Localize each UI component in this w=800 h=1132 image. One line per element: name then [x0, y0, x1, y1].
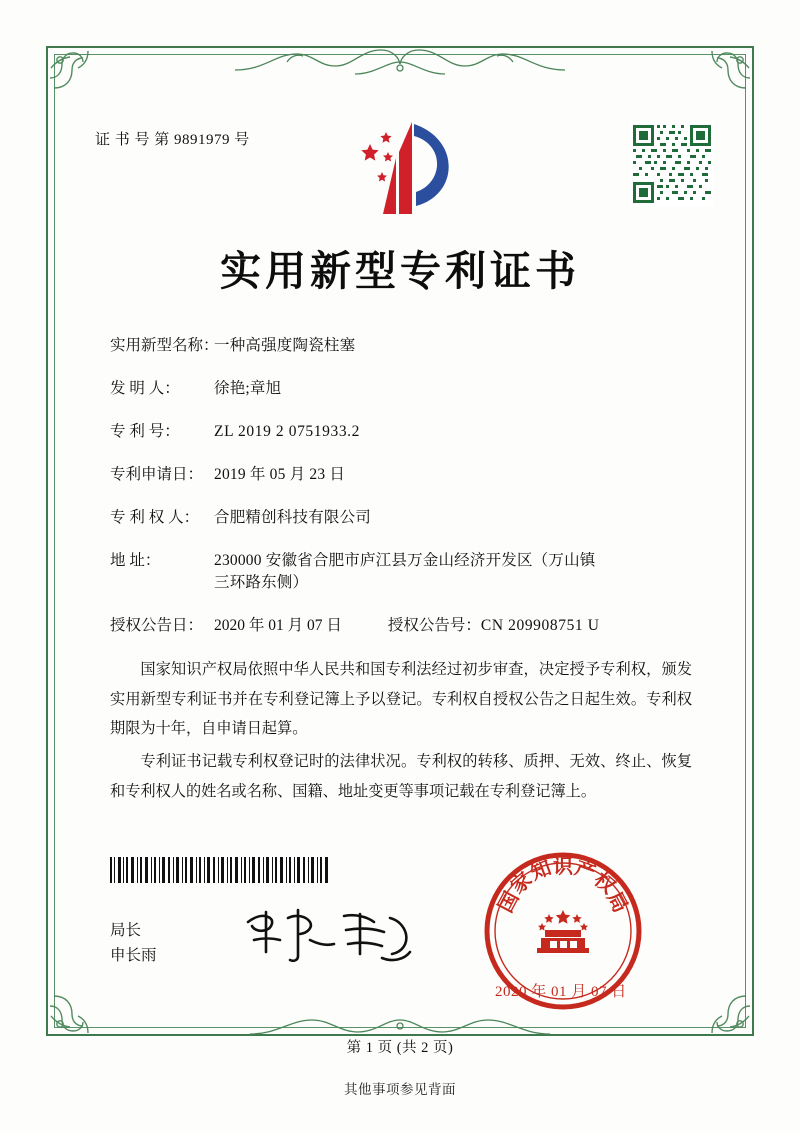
svg-text:产: 产 — [571, 855, 599, 885]
field-list — [110, 335, 700, 658]
field-label: 实用新型名称： — [110, 337, 219, 354]
field-value-announcement-number: CN 209908751 U — [480, 617, 600, 635]
field-value: 2019 年 05 月 23 日 — [214, 465, 346, 483]
field-label: 专 利 权 人： — [110, 508, 200, 526]
document-title: 实用新型专利证书 — [220, 247, 580, 295]
svg-text:识: 识 — [553, 854, 573, 878]
field-row-utility-model-name — [110, 335, 700, 357]
field-value-line1: 230000 安徽省合肥市庐江县万金山经济开发区（万山镇 — [214, 551, 596, 569]
svg-text:知: 知 — [527, 855, 555, 885]
field-value: 徐艳;章旭 — [214, 379, 282, 397]
field-value: 合肥精创科技有限公司 — [214, 508, 372, 526]
page-number: 第 1 页 (共 2 页) — [346, 1040, 454, 1056]
field-value: ZL 2019 2 0751933.2 — [214, 422, 361, 440]
field-label: 专 利 号： — [110, 422, 180, 440]
svg-text:局: 局 — [602, 887, 634, 917]
signature-block — [110, 918, 157, 968]
field-label-announcement-number: 授权公告号： — [387, 617, 481, 635]
svg-text:家: 家 — [505, 867, 537, 899]
signature-role: 局长 — [110, 922, 142, 939]
barcode — [110, 857, 328, 883]
corner-ornament-icon — [696, 980, 752, 1036]
field-value-line2: 三环路东侧） — [214, 574, 309, 592]
field-row-address — [110, 550, 700, 595]
field-row-patentee — [110, 507, 700, 529]
svg-text:权: 权 — [589, 867, 621, 899]
field-value: 一种高强度陶瓷柱塞 — [214, 337, 356, 354]
field-label: 地 址： — [110, 551, 161, 569]
corner-ornament-icon — [696, 48, 752, 104]
qr-code — [630, 122, 714, 206]
corner-ornament-icon — [48, 980, 104, 1036]
field-value-group — [214, 550, 700, 595]
paragraph-2: 专利证书记载专利权登记时的法律状况。专利权的转移、质押、无效、终止、恢复和专利权人的姓名或名称、国籍、地址变更等事项记载在专利登记簿上。 — [110, 752, 692, 800]
field-row-announcement — [110, 615, 700, 637]
field-row-patent-number — [110, 421, 700, 443]
body-paragraphs — [110, 655, 692, 809]
field-label: 专利申请日： — [110, 465, 204, 483]
signature-name: 申长雨 — [110, 947, 157, 965]
top-flourish-ornament-icon — [235, 40, 565, 84]
cnipa-logo-icon — [352, 118, 462, 218]
corner-ornament-icon — [48, 48, 104, 104]
field-value-announcement-date: 2020 年 01 月 07 日 — [214, 617, 342, 635]
field-label: 发 明 人： — [110, 379, 180, 397]
field-row-application-date — [110, 464, 700, 486]
handwritten-signature — [240, 900, 420, 970]
paragraph-1: 国家知识产权局依照中华人民共和国专利法经过初步审查，决定授予专利权，颁发实用新型专利证书并在专利登记簿上予以登记。专利权自授权公告之日起生效。专利权期限为十年，自申请日起算。 — [110, 661, 692, 738]
footnote: 其他事项参见背面 — [344, 1082, 456, 1097]
seal-date: 2020 年 01 月 07 日 — [495, 984, 627, 1000]
svg-text:国: 国 — [492, 887, 524, 917]
certificate-number: 证 书 号 第 9891979 号 — [95, 132, 250, 148]
field-label-announcement-date: 授权公告日： — [110, 617, 204, 635]
field-row-inventor — [110, 378, 700, 400]
